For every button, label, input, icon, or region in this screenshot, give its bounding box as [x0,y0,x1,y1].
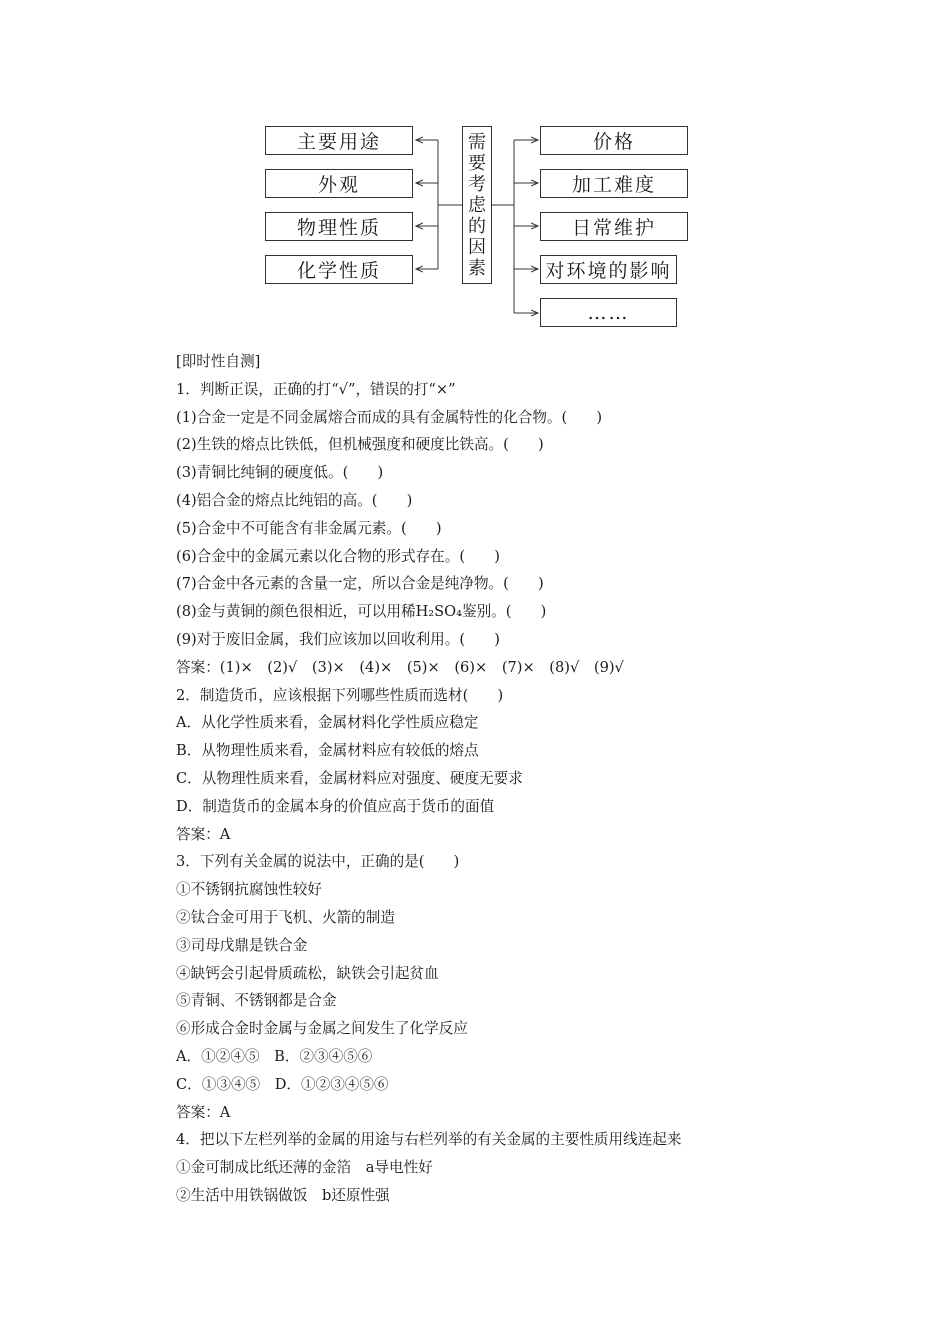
center-char: 的 [468,215,486,237]
center-char: 虑 [468,194,486,216]
q1-item-6: (6)合金中的金属元素以化合物的形式存在。( ) [176,547,500,565]
center-char: 因 [468,236,486,258]
q2-option-a: A．从化学性质来看，金属材料化学性质应稳定 [176,714,479,732]
exercise-content [176,348,876,1210]
left-box-chemical: 化学性质 [265,255,413,284]
q1-item-4: (4)铝合金的熔点比纯铝的高。( ) [176,491,413,509]
left-box-appearance: 外观 [265,169,413,198]
q1-item-1: (1)合金一定是不同金属熔合而成的具有金属特性的化合物。( ) [176,408,603,426]
q3-statement-6: ⑥形成合金时金属与金属之间发生了化学反应 [176,1020,468,1038]
q3-statement-4: ④缺钙会引起骨质疏松，缺铁会引起贫血 [176,964,439,982]
q3-statement-5: ⑤青铜、不锈钢都是合金 [176,992,337,1010]
q2-option-c: C．从物理性质来看，金属材料应对强度、硬度无要求 [176,769,523,787]
q1-item-8: (8)金与黄铜的颜色很相近，可以用稀H₂SO₄鉴别。( ) [176,603,547,621]
question-1: 1．判断正误，正确的打“√”，错误的打“×” [176,380,456,398]
right-box-environment: 对环境的影响 [540,255,677,284]
q3-options-cd: C．①③④⑤ D．①②③④⑤⑥ [176,1075,389,1093]
section-heading: [即时性自测] [176,353,261,370]
center-char: 考 [468,173,486,195]
center-char: 需 [468,131,486,153]
right-box-price: 价格 [540,126,688,155]
q1-item-2: (2)生铁的熔点比铁低，但机械强度和硬度比铁高。( ) [176,436,544,454]
factors-diagram [0,0,950,340]
q1-item-5: (5)合金中不可能含有非金属元素。( ) [176,519,442,537]
center-char: 要 [468,152,486,174]
q4-pair-2: ②生活中用铁锅做饭 b还原性强 [176,1186,390,1204]
q3-statement-2: ②钛合金可用于飞机、火箭的制造 [176,908,395,926]
q2-option-b: B．从物理性质来看，金属材料应有较低的熔点 [176,742,479,760]
question-2: 2．制造货币，应该根据下列哪些性质而选材( ) [176,686,504,704]
q3-answer: 答案：A [176,1103,231,1121]
question-3: 3．下列有关金属的说法中，正确的是( ) [176,853,460,871]
q1-item-7: (7)合金中各元素的含量一定，所以合金是纯净物。( ) [176,575,544,593]
center-factors-box [462,126,492,284]
right-box-ellipsis: …… [540,298,677,327]
right-box-maintenance: 日常维护 [540,212,688,241]
q1-answer: 答案：(1)× (2)√ (3)× (4)× (5)× (6)× (7)× (8)√ (9)√ [176,658,624,676]
q2-answer: 答案：A [176,825,231,843]
q4-pair-1: ①金可制成比纸还薄的金箔 a导电性好 [176,1159,433,1177]
question-4: 4．把以下左栏列举的金属的用途与右栏列举的有关金属的主要性质用线连起来 [176,1131,682,1149]
right-box-processing: 加工难度 [540,169,688,198]
left-box-physical: 物理性质 [265,212,413,241]
q3-options-ab: A．①②④⑤ B．②③④⑤⑥ [176,1047,373,1065]
center-char: 素 [468,257,486,279]
q3-statement-1: ①不锈钢抗腐蚀性较好 [176,881,322,899]
left-box-main-use: 主要用途 [265,126,413,155]
q1-item-9: (9)对于废旧金属，我们应该加以回收利用。( ) [176,630,500,648]
q2-option-d: D．制造货币的金属本身的价值应高于货币的面值 [176,797,495,815]
q3-statement-3: ③司母戊鼎是铁合金 [176,936,308,954]
q1-item-3: (3)青铜比纯铜的硬度低。( ) [176,464,384,482]
